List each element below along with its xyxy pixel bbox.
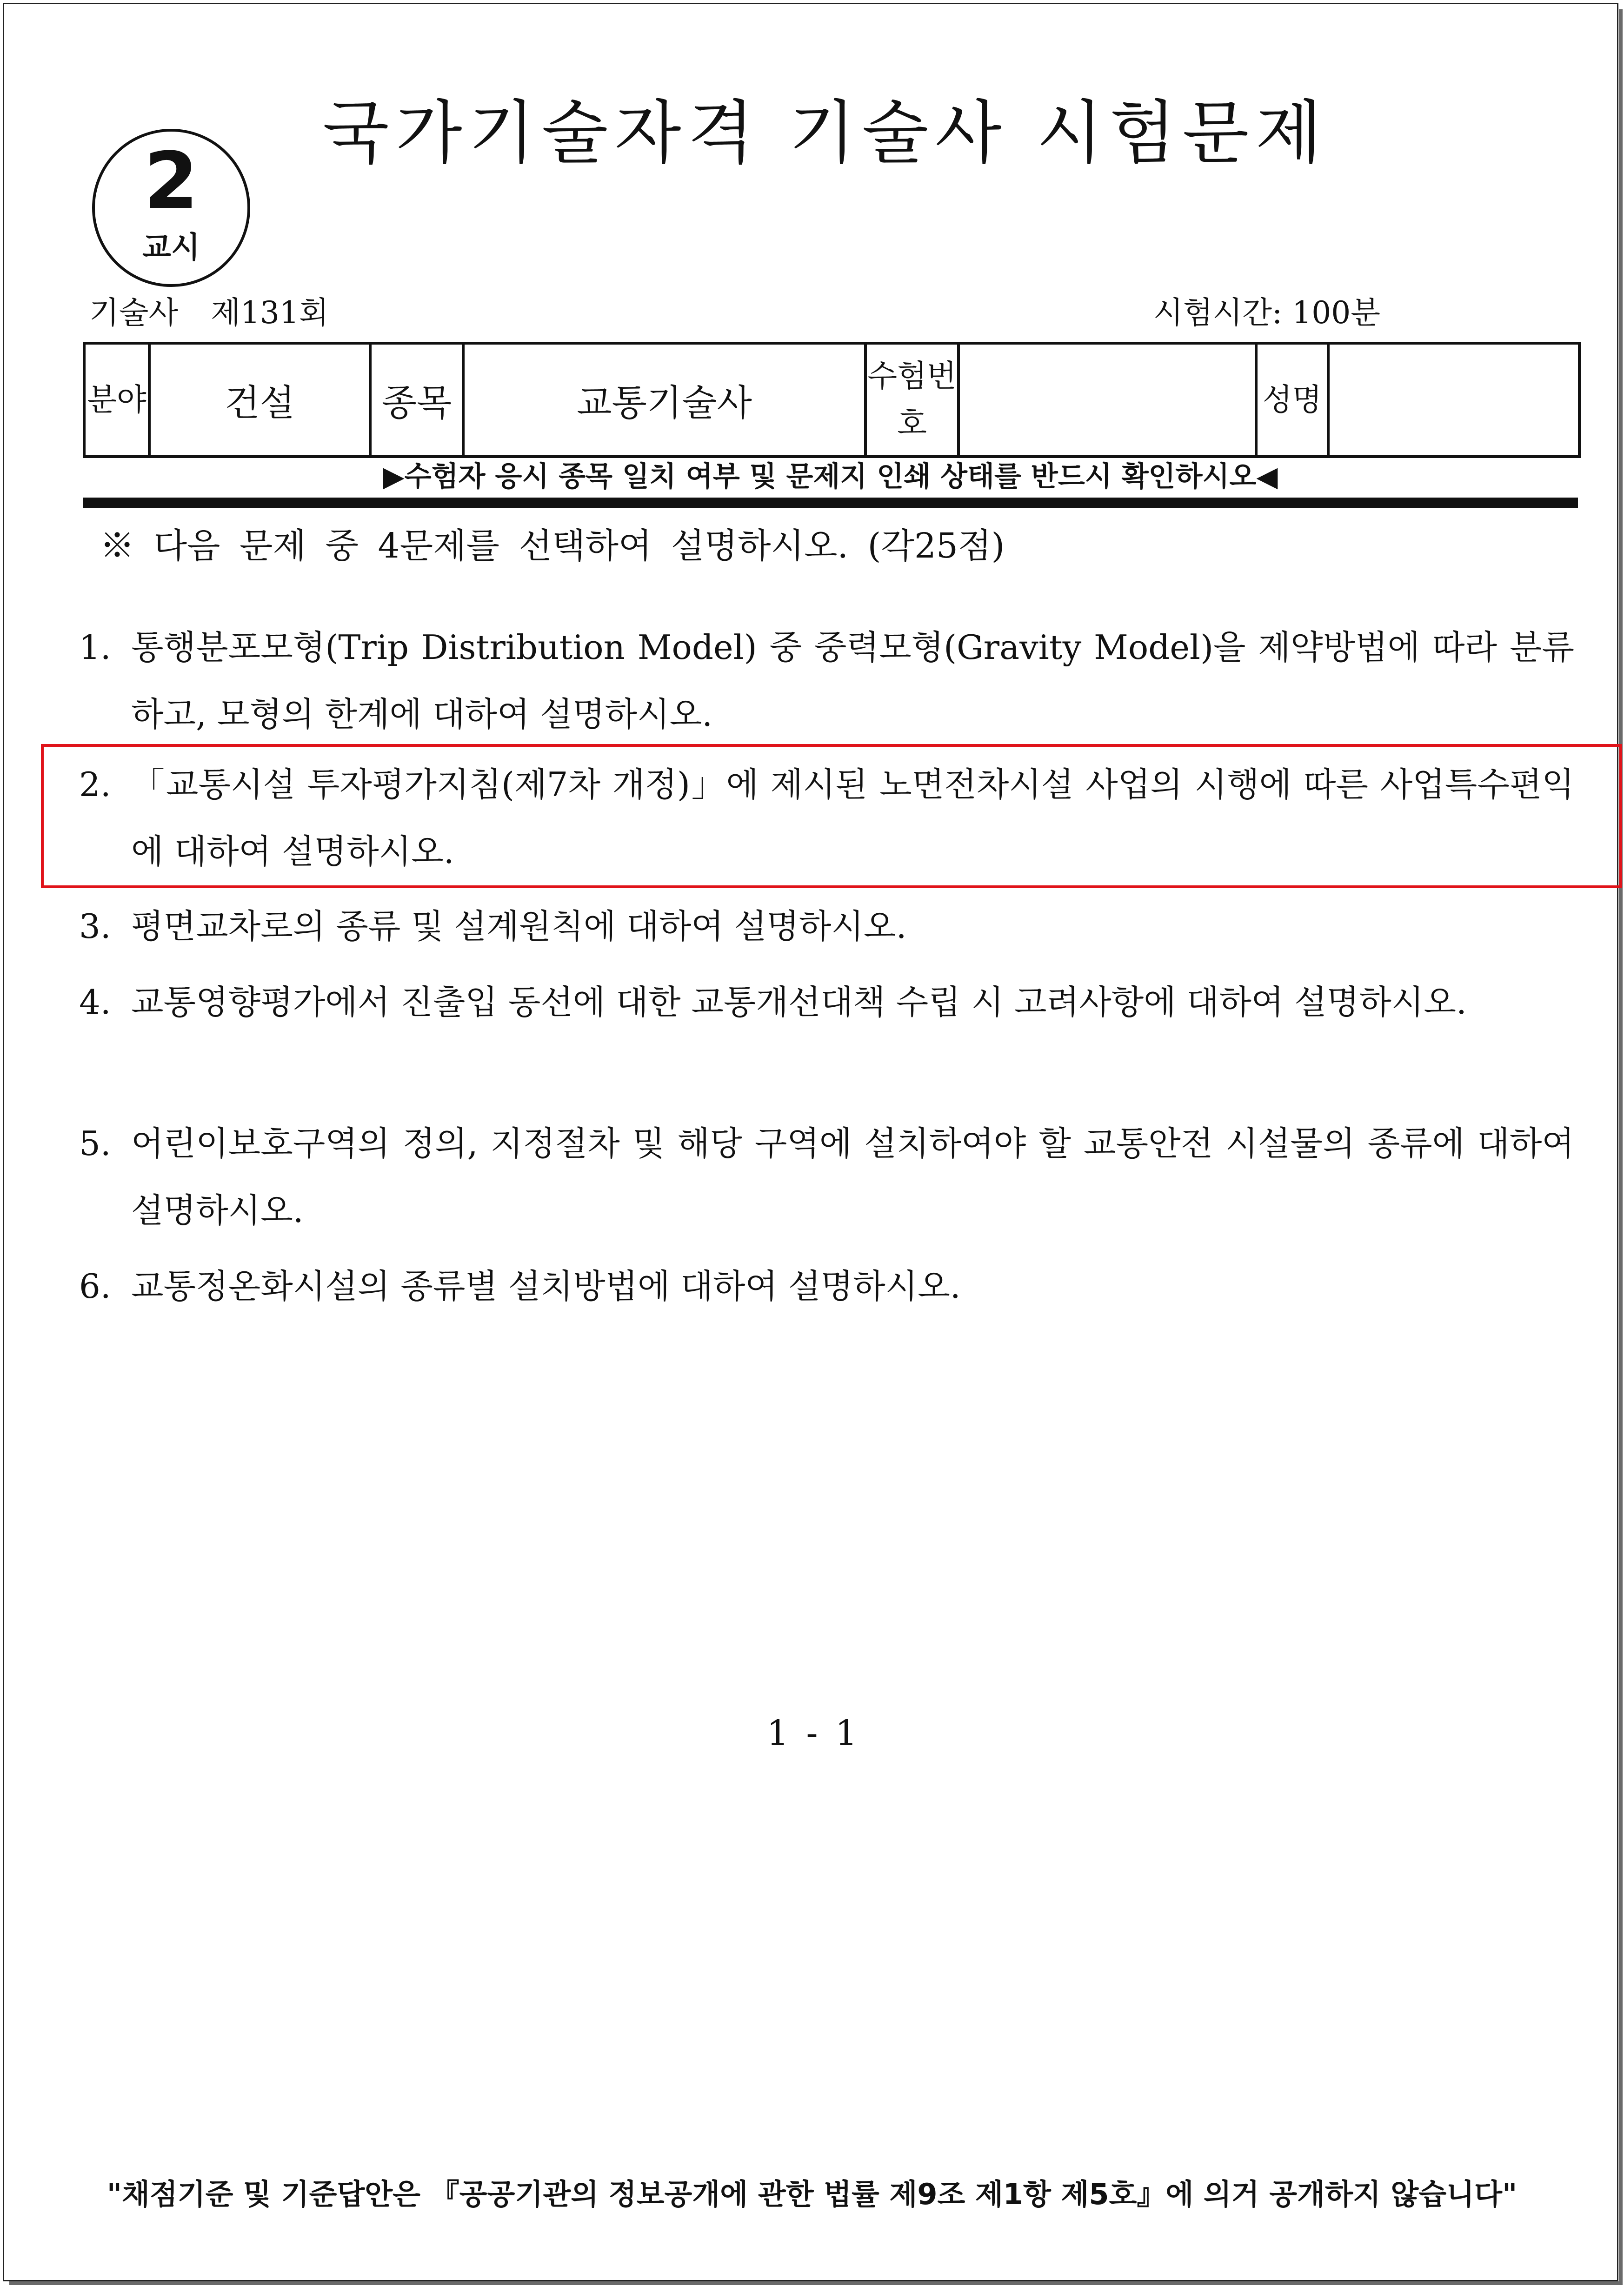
question-item [79, 1253, 1574, 1320]
name-field[interactable] [1328, 343, 1579, 457]
exam-title: 국가기술자격 기술사 시험문제 [322, 93, 1329, 173]
instruction: ※ 다음 문제 중 4문제를 선택하여 설명하시오. (각25점) [100, 526, 1005, 566]
exam-number-field[interactable] [958, 343, 1256, 457]
question-number: 5. [79, 1124, 111, 1163]
exam-info-table [83, 342, 1581, 458]
name-label: 성명 [1256, 343, 1328, 457]
divider [83, 498, 1578, 508]
question-item [79, 969, 1574, 1036]
question-text: 교통정온화시설의 종류별 설치방법에 대하여 설명하시오. [131, 1267, 961, 1306]
question-item [79, 893, 1574, 960]
exam-time: 시험시간: 100분 [1153, 295, 1380, 331]
question-number: 6. [79, 1267, 111, 1306]
page-shadow-right [1619, 9, 1623, 2283]
question-item [79, 1110, 1574, 1244]
footer-note: "채점기준 및 기준답안은 『공공기관의 정보공개에 관한 법률 제9조 제1항 제5호』에 의거 공개하지 않습니다" [106, 2177, 1518, 2211]
exam-number-label: 수험번호 [865, 343, 958, 457]
page-shadow-bottom [9, 2281, 1623, 2285]
question-text: 어린이보호구역의 정의, 지정절차 및 해당 구역에 설치하여야 할 교통안전 시설물의 종류에 대하여 설명하시오. [131, 1124, 1574, 1230]
session-badge [92, 129, 250, 287]
field-value: 건설 [149, 343, 370, 457]
question-item [79, 614, 1574, 748]
exam-meta [89, 295, 361, 331]
question-text: 통행분포모형(Trip Distribution Model) 중 중력모형(Gravity Model)을 제약방법에 따라 분류하고, 모형의 한계에 대하여 설명하시오. [131, 628, 1574, 734]
exam-category: 기술사 [89, 295, 179, 331]
question-number: 4. [79, 983, 111, 1022]
question-text: 「교통시설 투자평가지침(제7차 개정)」에 제시된 노면전차시설 사업의 시행에 따른 사업특수편익에 대하여 설명하시오. [131, 765, 1574, 871]
question-number: 1. [79, 628, 111, 667]
subject-label: 종목 [370, 343, 463, 457]
highlight-box [41, 744, 1622, 888]
question-text: 교통영향평가에서 진출입 동선에 대한 교통개선대책 수립 시 고려사항에 대하여 설명하시오. [131, 983, 1467, 1022]
question-text: 평면교차로의 종류 및 설계원칙에 대하여 설명하시오. [131, 907, 907, 946]
session-label: 교시 [142, 231, 200, 265]
check-notice: ▶수험자 응시 종목 일치 여부 및 문제지 인쇄 상태를 반드시 확인하시오◀ [383, 460, 1278, 493]
question-number: 3. [79, 907, 111, 946]
subject-value: 교통기술사 [463, 343, 865, 457]
page-number: 1 - 1 [766, 1713, 858, 1753]
question-number: 2. [79, 765, 111, 804]
exam-round: 제131회 [211, 295, 329, 331]
field-label: 분야 [84, 343, 149, 457]
session-number: 2 [144, 135, 199, 226]
